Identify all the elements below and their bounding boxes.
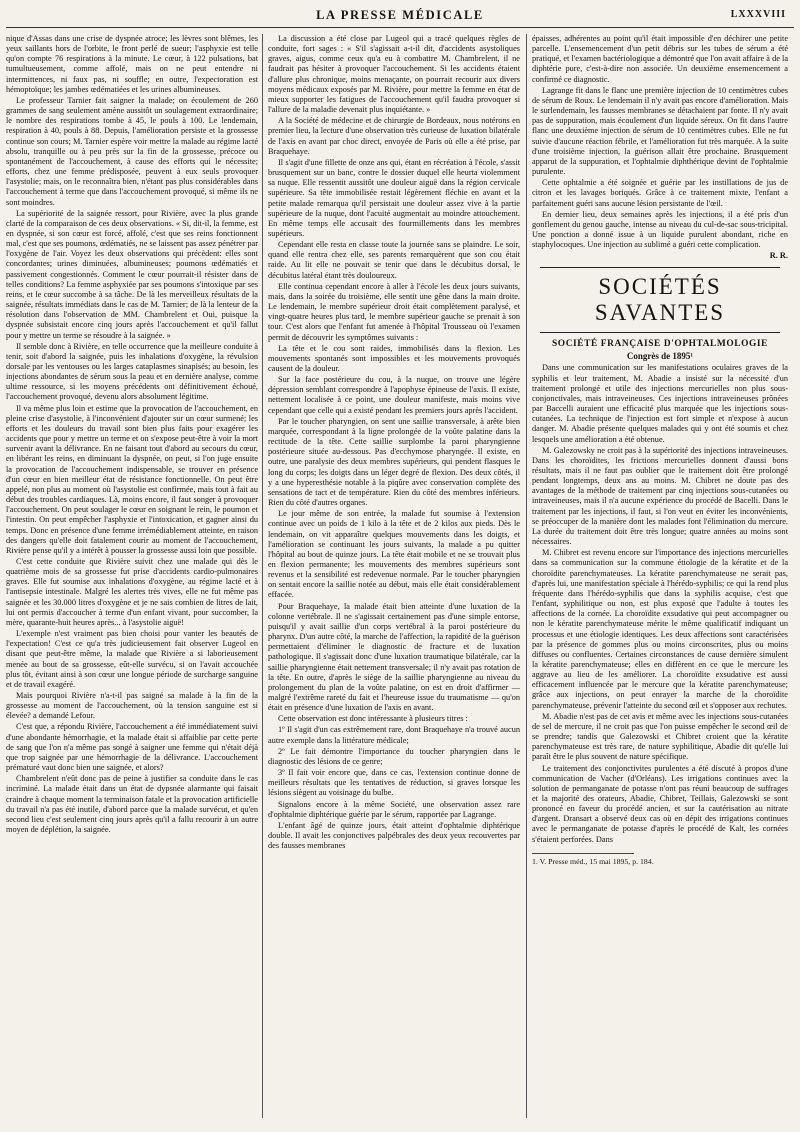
paragraph: Il s'agit d'une fillette de onze ans qui, étant en récréation à l'école, s'assit brusquement sur un banc, contre le dossier duquel elle heurta violemment sa nuque. Elle ressentit aussitôt une douleur aiguë dans la région cervicale supérieure. Sa tête immobilisée restait légèrement fléchie en avant et la petite malade remarqua qu'il persistait une douleur assez vive à la partie supérieure de la nuque, dont l'acuité augmentait au moindre attouchement. En même temps elle accusait des fourmillements dans les membres supérieurs. bbox=[268, 157, 520, 238]
paragraph: Sur la face postérieure du cou, à la nuque, on trouve une légère dépression semblant correspondre à l'apophyse épineuse de l'axis. Il existe, nettement localisée à ce point, une douleur manifeste, mais moins vive cependant que celle qui a existé pendant les premiers jours après l'accident. bbox=[268, 375, 520, 415]
paragraph: La supériorité de la saignée ressort, pour Rivière, avec la plus grande clarté de la comparaison de ces deux observations. « Si, dit-il, la femme, est en dyspnée, si son cœur est forcé, affolé, c'est que ses reins fonctionnent mal, c'est que ses poumons, œdématiés, ne se laissent pas assez pénétrer par l'oxygène de l'air. Voyez les deux observations qui précèdent: elles sont concordantes; urines diminuées, albumineuses; poumons œdématiés et passivement congestionnés. Comment le cœur pourrait-il résister dans de telles conditions? La femme asphyxiée par ses poumons s'intoxique par ses reins, et le cœur succombe à sa tâche. De là les merveilleux résultats de la saignée, résultats immédiats dans le cas de M. Tarnier; de là la lenteur de la résolution dans l'observation de MM. Chambrelent et Oui, puisque la dyspnée subsistait encore cinq jours après l'accouchement et qu'il fallut pour y mettre un terme se résoudre à la saignée. » bbox=[6, 208, 258, 340]
paragraph: Elle continua cependant encore à aller à l'école les deux jours suivants, mais, dans la soirée du troisième, elle sentit une gêne dans la main droite. Le lendemain, le membre supérieur droit était complètement paralysé, et vingt-quatre heures plus tard, le membre supérieur gauche se prenait à son tour. C'est alors que l'enfant fut amenée à l'hôpital Trousseau où l'examen permit de découvrir les symptômes suivants : bbox=[268, 281, 520, 342]
paragraph: Mais pourquoi Rivière n'a-t-il pas saigné sa malade à la fin de la grossesse au moment de l'accouchement, où la tension sanguine est si élevée? a demandé Lefour. bbox=[6, 691, 258, 721]
paragraph: La tête et le cou sont raides, immobilisés dans la flexion. Les mouvements spontanés sont impossibles et les mouvements provoqués causent de la douleur. bbox=[268, 343, 520, 373]
paragraph: En dernier lieu, deux semaines après les injections, il a été pris d'un gonflement du genou gauche, intense au niveau du cul-de-sac sous-tricipital. Une ponction a donné issue à un liquide purulent abondant, riche en staphylocoques. Une injection au sublimé a guéri cette complication. bbox=[532, 209, 788, 250]
footnote-rule bbox=[532, 853, 634, 854]
page-number: LXXXVIII bbox=[730, 9, 786, 20]
column-divider bbox=[262, 34, 263, 1118]
paragraph: La discussion a été close par Lugeol qui a tracé quelques règles de conduite, fort sages : « S'il s'agissait a-t-il dit, d'accidents asystoliques graves, aigus, comme ceux qu'a eu à combattre M. Chambrelent, il ne faudrait pas hésiter à provoquer l'accouchement. Si les accidents étaient d'allure plus chronique, moins menaçante, on pourrait recourir aux divers moyens médicaux exposés par M. Rivière, pour mettre la femme en état de mieux supporter les fatigues de l'accouchement qu'il faudra provoquer si l'allure de la maladie devenait plus inquiétante. » bbox=[268, 34, 520, 115]
column-divider bbox=[526, 34, 527, 1118]
author-signature: R. R. bbox=[769, 251, 788, 261]
paragraph: nique d'Assas dans une crise de dyspnée atroce; les lèvres sont blêmes, les yeux saillants hors de l'orbite, le front perlé de sueur; l'asphyxie est telle qu'on compte 76 respirations à la minute. Le cœur, à 122 pulsations, bat tumultueusement, comme affolé, mais on ne peut entendre ni intermittences, ni faux pas, ni souffle; en outre, l'expectoration est hémoptoïque; les jambes œdématiées et les urines albumineuses. bbox=[6, 34, 258, 94]
header-rule bbox=[6, 27, 794, 28]
column-middle bbox=[268, 34, 520, 1122]
paragraph: C'est cette conduite que Rivière suivit chez une malade qui dès le quatrième mois de sa grossesse fut prise d'accidents cardio-pulmonaires graves. Elle fut soumise aux inhalations d'oxygène, au régime lacté et à l'antisepsie intestinale. Malgré les alertes très vives, elle ne fut même pas saignée et les 30.000 litres d'oxygène et je ne sais combien de litres de lait, lui ont permis d'accoucher à terme d'un enfant vivant, pour succomber, la mère, quarante-huit heures après... à l'asystolie aiguë! bbox=[6, 556, 258, 627]
paragraph: Signalons encore à la même Société, une observation assez rare d'ophtalmie diphtérique guérie par le sérum, rapportée par Lagrange. bbox=[268, 799, 520, 819]
paragraph: C'est que, a répondu Rivière, l'accouchement a été immédiatement suivi d'une abondante hémorrhagie, et la malade était si affaiblie par cette perte de sang que l'on n'a même pas songé à saigner une femme qui n'était déjà que trop saignée par une hémorrhagie de la délivrance. L'accouchement prématuré vaut donc bien une saignée, et alors? bbox=[6, 722, 258, 773]
paragraph: Cette ophtalmie a été soignée et guérie par les instillations de jus de citron et les lavages boriqués. Grâce à ce traitement mixte, l'enfant a parfaitement guéri sans aucune lésion persistante de l'œil. bbox=[532, 178, 788, 208]
paragraph: Lagrange fit dans le flanc une première injection de 10 centimètres cubes de sérum de Roux. Le lendemain il n'y avait pas encore d'amélioration. Mais le surlendemain, les fausses membranes se détachaient par fonte. Il n'y avait pas de suppuration, mais écoulement d'un liquide séreux. On fit dans l'autre flanc une deuxième injection de sérum de 10 centimètres cubes. Elle ne fut suivie d'aucune réaction fébrile, et l'amélioration fut très marquée. A la suite d'une troisième injection, la guérison allait être prochaine. Brusquement apparut de la suppuration, et l'ophtalmie diphthérique devint de l'ophtalmie purulente. bbox=[532, 85, 788, 177]
paragraph: M. Chibret est revenu encore sur l'importance des injections mercurielles dans sa communication sur la commune étiologie de la kératite et de la choroïdite parenchymateuses. La kératite parenchymateuse ne serait pas, d'après lui, une manifestation spéciale à l'hérédo-syphilis; ce qui la rend plus fréquente dans l'hérédo-syphilis que dans la syphilis acquise, c'est que l'enfant, syphilitique ou non, est plus exposé que l'adulte à toutes les affections de la cornée. La choroïdite exsudative qui peut accompagner ou non le kératite parenchymateuse mérite le même qualificatif indiquant un processus et une étiologie identiques. Les deux affections sont caractérisées par la présence de gommes plus ou moins circonscrites, plus ou moins diffuses ou confluentes. Certaines circonstances de cause dernière simulent la kératite parenchymateuse; elles en diffèrent en ce que le mercure les aggrave au lieu de les améliorer. La choroïdite exsudative est aussi efficacement influencée par le mercure que la kératite parenchymateuse; grâce aux injections, on peut enrayer la marche de la choroïdite parenchymateuse, prévenir l'atteinte du second œil et s'opposer aux rechutes. bbox=[532, 548, 788, 710]
paragraph: épaisses, adhérentes au point qu'il était impossible d'en déchirer une petite parcelle. L'ensemencement d'un petit débris sur les tubes de sérum a été pratiqué, et l'examen bactériologique a démontré que l'on avait affaire à de la diphtérie pure, c'est-à-dire non associée. Un deuxième ensemencement a confirmé ce diagnostic. bbox=[532, 34, 788, 84]
paragraph: M. Abadie n'est pas de cet avis et même avec les injections sous-cutanées de sel de mercure, il ne croit pas que l'on puisse empêcher le second œil de se prendre; tandis que Galezowski et Chibret croient que la kératite parenchymateuse est très rare, de nature syphilitique, Abadie dit qu'elle lui paraît être le plus souvent de nature spécifique. bbox=[532, 711, 788, 762]
paragraph: A la Société de médecine et de chirurgie de Bordeaux, nous notérons en premier lieu, la lecture d'une observation très curieuse de luxation bilatérale de l'axis en avant par choc direct, envoyée de Paris où elle a été prise, par Braquehaye. bbox=[268, 116, 520, 156]
society-title: SOCIÉTÉ FRANÇAISE D'OPHTALMOLOGIE bbox=[551, 339, 768, 350]
column-left bbox=[6, 34, 258, 1122]
paragraph: Cependant elle resta en classe toute la journée sans se plaindre. Le soir, quand elle rentra chez elle, ses parents remarquèrent que son cou était raide. Au lit elle ne pouvait se tenir que dans le décubitus dorsal, le décubitus latéral étant très douloureux. bbox=[268, 240, 520, 280]
paragraph: 3º Il fait voir encore que, dans ce cas, l'extension continue donne de meilleurs résultats que les tentatives de réduction, si graves lorsque les lésions siègent au voisinage du bulbe. bbox=[268, 768, 520, 798]
paragraph: Chambrelent n'eût donc pas de peine à justifier sa conduite dans le cas incriminé. La malade était dans un état de dypsnée alarmante qui faisait craindre à chaque moment la terminaison fatale et la provocation artificielle du travail n'a pas été inutile, d'abord parce que la malade survécut, et qu'en second lieu c'est seulement cinq jours après qu'il a fallu recourir à un autre moyen de déplétion, la saignée. bbox=[6, 774, 258, 835]
paragraph: Le traitement des conjonctivites purulentes a été discuté à propos d'une communication de Vacher (d'Orléans). Les irrigations continues avec la solution de permanganate de potasse n'ont pas réuni beaucoup de suffrages et la majorité des orateurs, Abadie, Chibret, Teillais, Galezowski se sont prononcé en faveur du procédé ancien, et sur la cautérisation au nitrate d'argent. Dransart a observé deux cas où en dépit des irrigations continues avec le permanganate de potasse d'après le procédé de Kalt, les cornées s'étaient perforées. Dans bbox=[532, 763, 788, 844]
paragraph: Dans une communication sur les manifestations oculaires graves de la syphilis et leur traitement, M. Abadie a insisté sur la nécessité d'un traitement prolongé et utile des injections mercurielles non plus sous-conjonctivales, mais intraveineuses. Ces injections intraveineuses prônées par Baccelli auraient une efficacité plus marquée que les injections sous-cutanées. La technique de l'injection est fort simple et n'expose à aucun danger. M. Abadie présente quelques malades qui y ont été soumis et chez lesquels une amélioration a été obtenue. bbox=[532, 363, 788, 444]
paragraph: L'enfant âgé de quinze jours, était atteint d'ophtalmie diphtérique double. Il avait les conjonctives palpébrales des deux yeux recouvertes par des fausses membranes bbox=[268, 820, 520, 851]
section-rule bbox=[540, 267, 780, 268]
paragraph: 1º Il s'agit d'un cas extrêmement rare, dont Braquehaye n'a trouvé aucun autre exemple dans la littérature médicale; bbox=[268, 725, 520, 745]
footnote: 1. V. Presse méd., 15 mai 1895, p. 184. bbox=[532, 856, 654, 866]
column-right bbox=[532, 34, 788, 1122]
paragraph: 2º Le fait démontre l'importance du toucher pharyngien dans le diagnostic des lésions de ce genre; bbox=[268, 746, 520, 766]
journal-title: LA PRESSE MÉDICALE bbox=[316, 8, 484, 22]
paragraph: M. Galezowsky ne croit pas à la supériorité des injections intraveineuses. Dans les choroïdites, les frictions mercurielles donnent d'aussi bons résultats, mais il ne faut pas oublier que le traitement doit être prolongé pendant longtemps, deux ans au moins. M. Chibret ne doute pas des avantages de la méthode de traitement par cinq injections sous-cutanées ou intraveineuses, mais il n'a aucune expérience du procédé de Bacelli. Dans le traitement par les injections, il faut, si l'on veut en éviter les inconvénients, se préoccuper de la manière dont les malades font l'élimination du mercure. La durée du traitement doit être très longue; quatre années au moins sont nécessaires. bbox=[532, 445, 788, 547]
paragraph: Cette observation est donc intéressante à plusieurs titres : bbox=[278, 714, 468, 724]
paragraph: Pour Braquehaye, la malade était bien atteinte d'une luxation de la colonne vertébrale. Il ne s'agissait certainement pas d'une simple entorse, puisqu'il y avait saillie d'un corps vertébral à la paroi postérieure du pharynx. D'un autre côté, la marche de l'affection, la rapidité de la guérison permettaient d'éliminer le diagnostic de fracture et de luxation pathologique. Il s'agissait donc d'une luxation traumatique bilatérale, car la saillie pharyngienne était nettement transversale; il n'y avait pas rotation de la tête. En outre, d'après le siège de la saillie pharyngienne au niveau du prolongement du plan de la voûte palatine, on est en droit d'affirmer — malgré l'extrême rareté du fait et l'heureuse issue du traumatisme — qu'on était en présence d'une luxation de l'axis en avant. bbox=[268, 601, 520, 713]
section-rule bbox=[540, 332, 780, 333]
section-title: SOCIÉTÉS SAVANTES bbox=[594, 274, 726, 326]
paragraph: Il va même plus loin et estime que la provocation de l'accouchement, en pleine crise d'asystolie, à l'inconvénient d'ajouter sur un cœur surmené; les efforts et les douleurs du travail sont bien plus faits pour exagérer les accidents que pour y mettre un terme et on s'expose peut-être à voir la mort survenir avant la délivrance. En ne faisant tout d'abord au secours du cœur, en libérant les reins, en diminuant la dyspnée, on peut, si l'on juge ensuite la provocation de l'accouchement indispensable, se trouver en présence d'un cœur en bien meilleur état de résistance fonctionnelle. On peut être appelé, non plus au moment où l'asystolie est confirmée, mais tout à fait au début des troubles cardiaques. Là, moins encore, il faut songer à provoquer l'accouchement. On peut soulager le cœur en soignant le rein, le poumon et l'intestin. On peut empêcher l'asphyxie et l'intoxication, et gagner ainsi du temps. Donc en présence d'une femme irrémédiablement atteinte, en raison des dangers qu'elle doit fatalement courir au moment de l'accouchement, Rivière pense qu'il y a intérêt à pousser la grossesse aussi loin que possible. bbox=[6, 403, 258, 555]
congress-subtitle: Congrès de 1895¹ bbox=[626, 351, 694, 362]
paragraph: Par le toucher pharyngien, on sent une saillie transversale, à arête bien marquée, correspondant à la ligne prolongée de la voûte palatine dans la rectitude de la tête. Cette saillie surplombe la paroi pharyngienne postérieure située au-dessous. Pas d'ecchymose pharyngée. Il existe, en outre, une paralysie des deux membres supérieurs, qui pendent flasques le long du corps; les doigts dans un léger degré de flexion. Des deux côtés, il y a une hyperesthésie notable à la piqûre avec conservation complète des sensations de tact et de température. Rien du côté des membres inférieurs. Rien du côté d'autres organes. bbox=[268, 416, 520, 508]
paragraph: Il semble donc à Rivière, en telle occurrence que la meilleure conduite à tenir, soit d'abord la saignée, puis les inhalations d'oxygène, la révulsion dorsale par les ventouses ou les larges cataplasmes sinapisés; au besoin, les injections abondantes de sérum sous la peau et en dernière analyse, comme ultime ressource, si les moyens précédents ont définitivement échoué, l'accouchement provoqué, devenu alors absolument légitime. bbox=[6, 341, 258, 402]
running-header bbox=[0, 0, 800, 26]
paragraph: Le jour même de son entrée, la malade fut soumise à l'extension continue avec un poids de 1 kilo à la tête et de 2 kilos aux pieds. Dès le lendemain, on vit apparaître quelques mouvements dans les doigts, et l'amélioration se continuant les jours suivants, la malade a pu quitter l'hôpital au bout de quinze jours. La tête était mobile et ne se trouvait plus en flexion permanente; les mouvements des membres supérieurs sont revenus et la sensibilité est redevenue normale. Par le toucher pharyngien on sentait encore la saillie notée au début, mais elle était considérablement effacée. bbox=[268, 509, 520, 600]
paragraph: Le professeur Tarnier fait saigner la malade; on écoulement de 260 grammes de sang seulement amène aussitôt un soulagement extraordinaire; le nombre des respirations tombe à 45, le pouls à 100. Le lendemain, respiration à 40, pouls à 88. Depuis, l'amélioration persiste et la grossesse continue son cours; M. Tarnier espère voir mettre la malade au régime lacté absolu, tranquille ou à peu près sur la fin de la grossesse, précoce ou spontanément de l'accouchement, à cause des efforts qui le nécessite; efforts, chez une femme prédisposée, peuvent à eux seuls provoquer l'asystolie; mais, on le reconnaîtra bien, n'étant pas plus considérables dans l'accouchement à terme que dans l'accouchement provoqué, si même ils ne sont moindres. bbox=[6, 95, 258, 207]
paragraph: L'exemple n'est vraiment pas bien choisi pour vanter les beautés de l'expectation! C'est ce qu'a très judicieusement fait observer Lugeol en disant que peut-être même, la malade que Rivière a si laborieusement menée au bout de sa grossesse, eût-elle survécu, si on l'avait accouchée plus tôt, évitant ainsi à son cœur une longue période de surcharge sanguine et de travail exagéré. bbox=[6, 629, 258, 689]
